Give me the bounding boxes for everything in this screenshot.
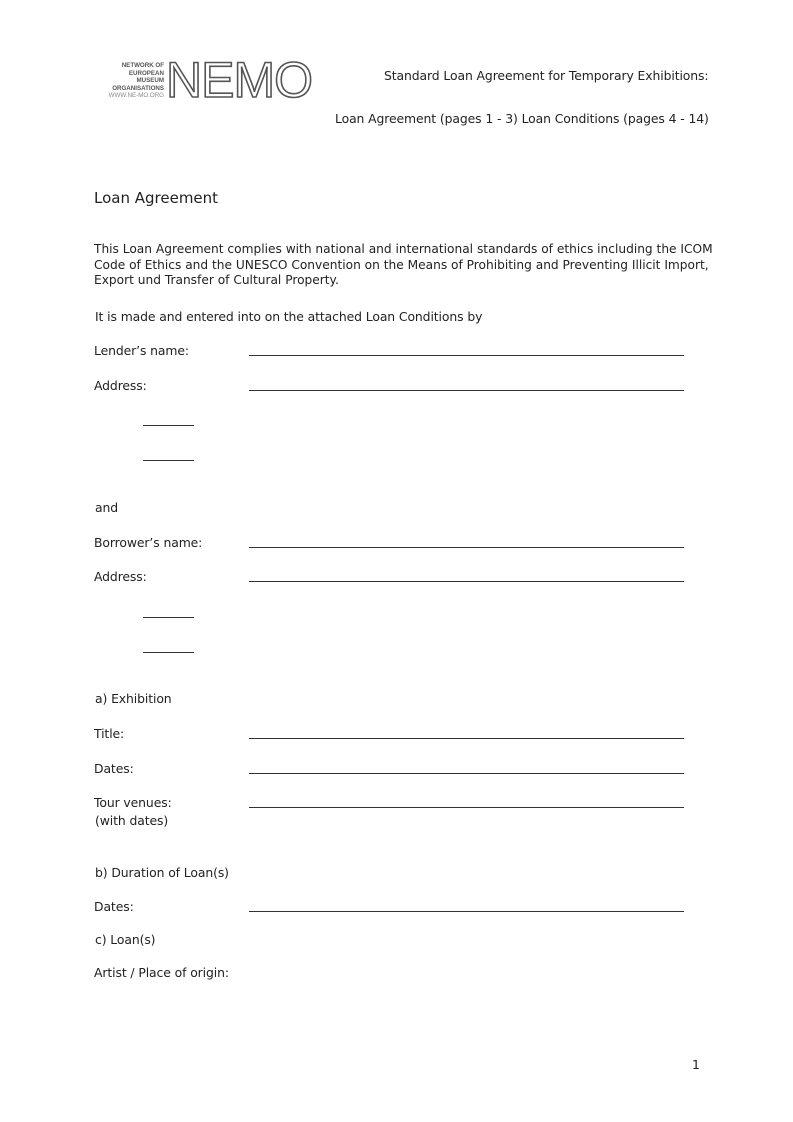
title-label: Title: [94,726,125,741]
logo-line: ORGANISATIONS [112,84,164,92]
section-duration: b) Duration of Loan(s) [95,865,229,880]
borrower-name-label: Borrower’s name: [94,535,203,550]
page-title: Loan Agreement [94,189,219,207]
duration-dates-label: Dates: [94,899,134,914]
exhibition-dates-label: Dates: [94,761,134,776]
lender-name-label: Lender’s name: [94,343,189,358]
borrower-address-line-3[interactable] [143,652,194,653]
intro-paragraph: This Loan Agreement complies with national and international standards of ethics including the ICOM Code of Ethics and the UNESCO Convention on the Means of Prohibiting and Preventing Illicit Import, Export und Transfer of Cultural Property. [94,242,713,287]
logo-website: WWW.NE-MO.ORG [108,92,164,100]
artist-origin-label: Artist / Place of origin: [94,965,229,980]
borrower-address-label: Address: [94,569,147,584]
header-subtitle: Loan Agreement (pages 1 - 3) Loan Conditions (pages 4 - 14) [335,111,709,126]
logo-line: EUROPEAN [128,69,164,77]
lender-name-field[interactable] [249,355,684,356]
section-loans: c) Loan(s) [95,932,156,947]
lender-address-field[interactable] [249,390,684,391]
nemo-logo-wordmark: NEMO [166,52,312,108]
lender-address-line-3[interactable] [143,460,194,461]
borrower-name-field[interactable] [249,547,684,548]
logo-line: NETWORK OF [121,62,164,69]
made-by-text: It is made and entered into on the attached Loan Conditions by [95,309,483,324]
and-text: and [95,500,119,515]
duration-dates-field[interactable] [249,911,684,912]
section-exhibition: a) Exhibition [95,691,172,706]
page-number: 1 [692,1057,700,1072]
with-dates-label: (with dates) [95,813,169,828]
borrower-address-field[interactable] [249,581,684,582]
lender-address-line-2[interactable] [143,425,194,426]
borrower-address-line-2[interactable] [143,617,194,618]
title-field[interactable] [249,738,684,739]
tour-venues-field[interactable] [249,807,684,808]
nemo-logo-text [92,62,164,100]
lender-address-label: Address: [94,378,147,393]
tour-venues-label: Tour venues: [94,795,172,810]
logo-line: MUSEUM [136,77,164,85]
exhibition-dates-field[interactable] [249,773,684,774]
header-title: Standard Loan Agreement for Temporary Exhibitions: [384,68,709,83]
